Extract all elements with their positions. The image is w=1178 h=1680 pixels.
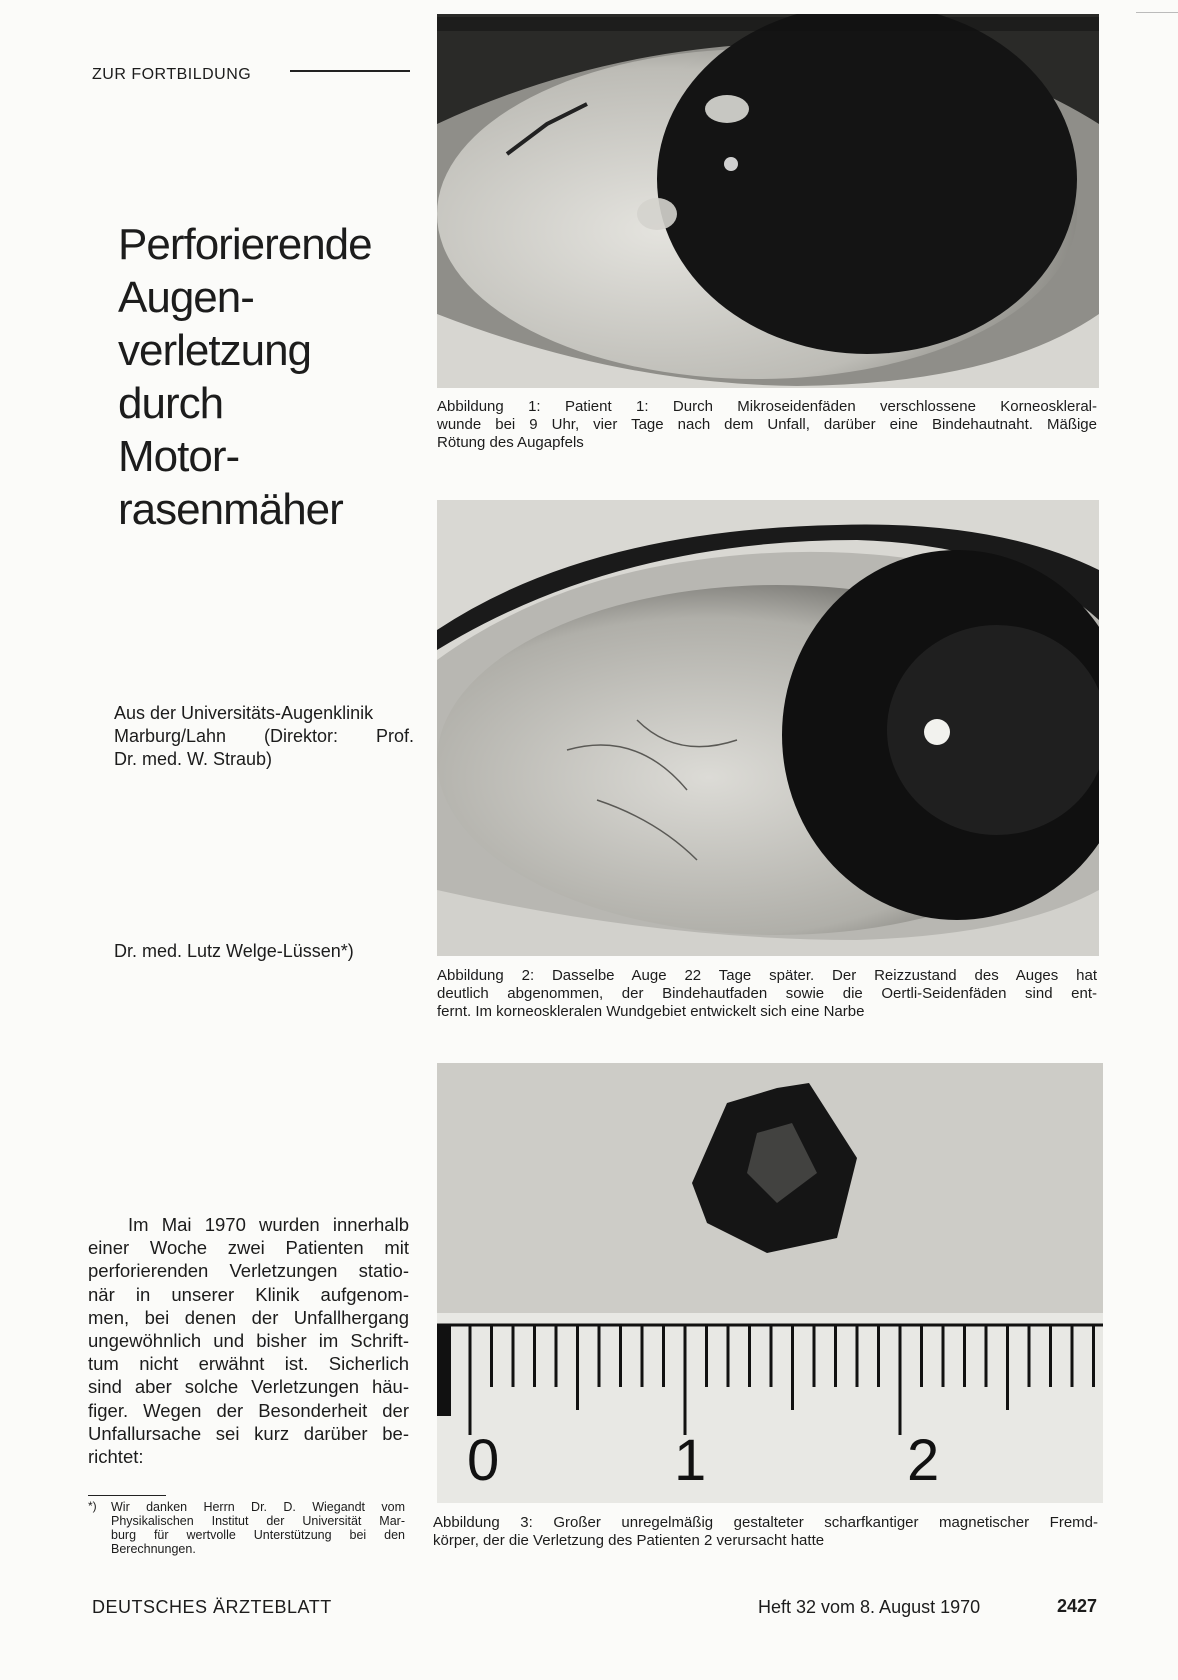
author: Dr. med. Lutz Welge-Lüssen*) bbox=[114, 941, 354, 961]
footnote-line: Wir danken Herrn Dr. D. Wiegandt vom bbox=[111, 1500, 405, 1514]
body-line: ungewöhnlich und bisher im Schrift- bbox=[88, 1330, 409, 1352]
caption-line: körper, der die Verletzung des Patienten 2 verursacht hatte bbox=[433, 1532, 825, 1549]
body-line: Unfallursache sei kurz darüber be- bbox=[88, 1422, 409, 1444]
body-line: när in unserer Klinik aufgenom- bbox=[88, 1283, 409, 1305]
body-line: perforierenden Verletzungen statio- bbox=[88, 1260, 409, 1282]
title-line: rasenmäher bbox=[118, 485, 343, 534]
footnote-line: Physikalischen Institut der Universität Mar- bbox=[111, 1514, 405, 1528]
caption-line: Rötung des Augapfels bbox=[437, 434, 584, 451]
ruler-label-1: 1 bbox=[674, 1428, 707, 1493]
caption-line: wunde bei 9 Uhr, vier Tage nach dem Unfall, darüber eine Bindehautnaht. Mäßige bbox=[437, 416, 1097, 433]
body-line: men, bei denen der Unfallhergang bbox=[88, 1306, 409, 1328]
caption-line: Abbildung 1: Patient 1: Durch Mikroseidenfäden verschlossene Korneoskleral- bbox=[437, 398, 1097, 415]
caption-line: Abbildung 2: Dasselbe Auge 22 Tage später. Der Reizzustand des Auges hat bbox=[437, 967, 1097, 984]
page-number: 2427 bbox=[1057, 1596, 1098, 1616]
title-line: durch bbox=[118, 379, 224, 428]
body-line: richtet: bbox=[88, 1446, 144, 1468]
scan-mark bbox=[1136, 12, 1178, 13]
affiliation-line: Aus der Universitäts-Augenklinik bbox=[114, 703, 374, 723]
affiliation-line: Dr. med. W. Straub) bbox=[114, 749, 273, 769]
body-line: Im Mai 1970 wurden innerhalb bbox=[128, 1214, 409, 1235]
body-line: figer. Wegen der Besonderheit der bbox=[88, 1399, 409, 1421]
figure-1-caption bbox=[437, 398, 1097, 452]
footnote-line: burg für wertvolle Unterstützung bei den bbox=[111, 1528, 405, 1542]
footnote-line: Berechnungen. bbox=[111, 1542, 196, 1556]
section-label: ZUR FORTBILDUNG bbox=[92, 66, 252, 83]
body-text bbox=[88, 1213, 409, 1468]
ruler-label-2: 2 bbox=[907, 1428, 940, 1493]
body-line: sind aber solche Verletzungen häu- bbox=[88, 1376, 409, 1398]
ruler-label-0: 0 bbox=[467, 1428, 500, 1493]
caption-line: Abbildung 3: Großer unregelmäßig gestalteter scharfkantiger magnetischer Fremd- bbox=[433, 1514, 1098, 1531]
issue-info: Heft 32 vom 8. August 1970 bbox=[758, 1597, 981, 1617]
article-title bbox=[118, 218, 418, 536]
footnote-rule bbox=[88, 1495, 166, 1496]
title-line: Motor- bbox=[118, 432, 240, 481]
title-line: Augen- bbox=[118, 273, 254, 322]
footnote-marker: *) bbox=[88, 1499, 97, 1513]
title-line: verletzung bbox=[118, 326, 312, 375]
affiliation-line: Marburg/Lahn (Direktor: Prof. bbox=[114, 726, 414, 746]
affiliation bbox=[114, 702, 414, 771]
body-line: einer Woche zwei Patienten mit bbox=[88, 1237, 409, 1259]
journal-name: DEUTSCHES ÄRZTEBLATT bbox=[92, 1597, 332, 1617]
section-rule bbox=[290, 70, 410, 72]
figure-3-photo bbox=[437, 1063, 1103, 1503]
title-line: Perforierende bbox=[118, 220, 372, 269]
figure-2-photo bbox=[437, 500, 1099, 956]
figure-3-caption bbox=[433, 1514, 1098, 1550]
figure-2-caption bbox=[437, 967, 1097, 1021]
footnote bbox=[111, 1500, 405, 1556]
body-line: tum nicht erwähnt ist. Sicherlich bbox=[88, 1353, 409, 1375]
caption-line: deutlich abgenommen, der Bindehautfaden sowie die Oertli-Seidenfäden sind ent- bbox=[437, 985, 1097, 1002]
figure-1-photo bbox=[437, 14, 1099, 388]
caption-line: fernt. Im korneoskleralen Wundgebiet entwickelt sich eine Narbe bbox=[437, 1003, 865, 1020]
